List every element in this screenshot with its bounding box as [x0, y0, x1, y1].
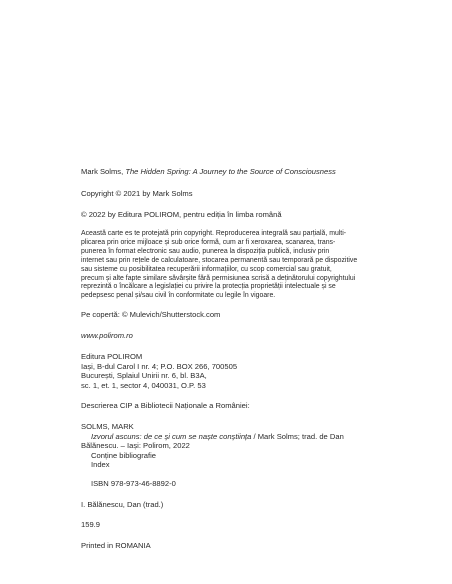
cip-title: Izvorul ascuns: de ce și cum se naște conștiința: [91, 431, 252, 441]
classification: 159.9: [81, 520, 101, 529]
cip-imprint: Bălănescu. – Iași: Polirom, 2022: [81, 441, 190, 451]
original-title: The Hidden Spring: A Journey to the Source of Consciousness: [125, 167, 336, 176]
cip-note: Index: [91, 460, 110, 470]
legal-line: plicarea prin orice mijloace și sub orice formă, cum ar fi xeroxarea, scanarea, trans-: [81, 238, 336, 246]
legal-line: pedepsesc penal și/sau civil în conformitate cu legile în vigoare.: [81, 292, 276, 300]
publisher-line: Editura POLIROM: [81, 352, 143, 361]
publisher-line: Iași, B-dul Carol I nr. 4; P.O. BOX 266, 700505: [81, 361, 238, 371]
cip-note: Conține bibliografie: [91, 450, 157, 460]
legal-line: Această carte es te protejată prin copyright. Reproducerea integrală sau parțială, multi-: [81, 230, 347, 237]
cip-author-heading: SOLMS, MARK: [81, 422, 134, 431]
copyright-edition: © 2022 by Editura POLIROM, pentru ediția în limba română: [81, 210, 282, 219]
legal-notice: [81, 230, 381, 301]
legal-line: punerea în format electronic sau audio, punerea la dispoziția publică, inclusiv prin: [81, 247, 330, 255]
original-credit: [81, 167, 381, 177]
publisher-address: [81, 352, 381, 390]
legal-line: reprezintă o încălcare a legislației cu privire la protecția proprietății intelectuale și se: [81, 283, 336, 291]
legal-line: sau sisteme cu posibilitatea recuperării informațiilor, cu scop comercial sau gratuit,: [81, 265, 332, 273]
publisher-line: sc. 1, et. 1, sector 4, 040031, O.P. 53: [81, 380, 206, 390]
copyright-original: Copyright © 2021 by Mark Solms: [81, 189, 193, 198]
printed-in: Printed in ROMANIA: [81, 541, 151, 550]
original-author: Mark Solms,: [81, 167, 126, 176]
cover-credit: Pe copertă: © Mulevich/Shutterstock.com: [81, 310, 221, 319]
cip-record: [81, 422, 381, 470]
legal-line: internet sau prin rețele de calculatoare, stocarea permanentă sau temporară pe dispozitive: [81, 256, 358, 264]
publisher-line: București, Splaiul Unirii nr. 6, bl. B3A,: [81, 371, 207, 381]
website: www.polirom.ro: [81, 331, 133, 340]
legal-line: precum și alte fapte similare săvârșite fără permisiunea scrisă a deținătorului copyrightului: [81, 274, 356, 282]
cip-title-rest: / Mark Solms; trad. de Dan: [251, 431, 344, 441]
cip-translator: I. Bălănescu, Dan (trad.): [81, 500, 164, 509]
cip-header: Descrierea CIP a Bibliotecii Naționale a României:: [81, 401, 250, 410]
isbn: ISBN 978-973-46-8892-0: [91, 479, 176, 488]
